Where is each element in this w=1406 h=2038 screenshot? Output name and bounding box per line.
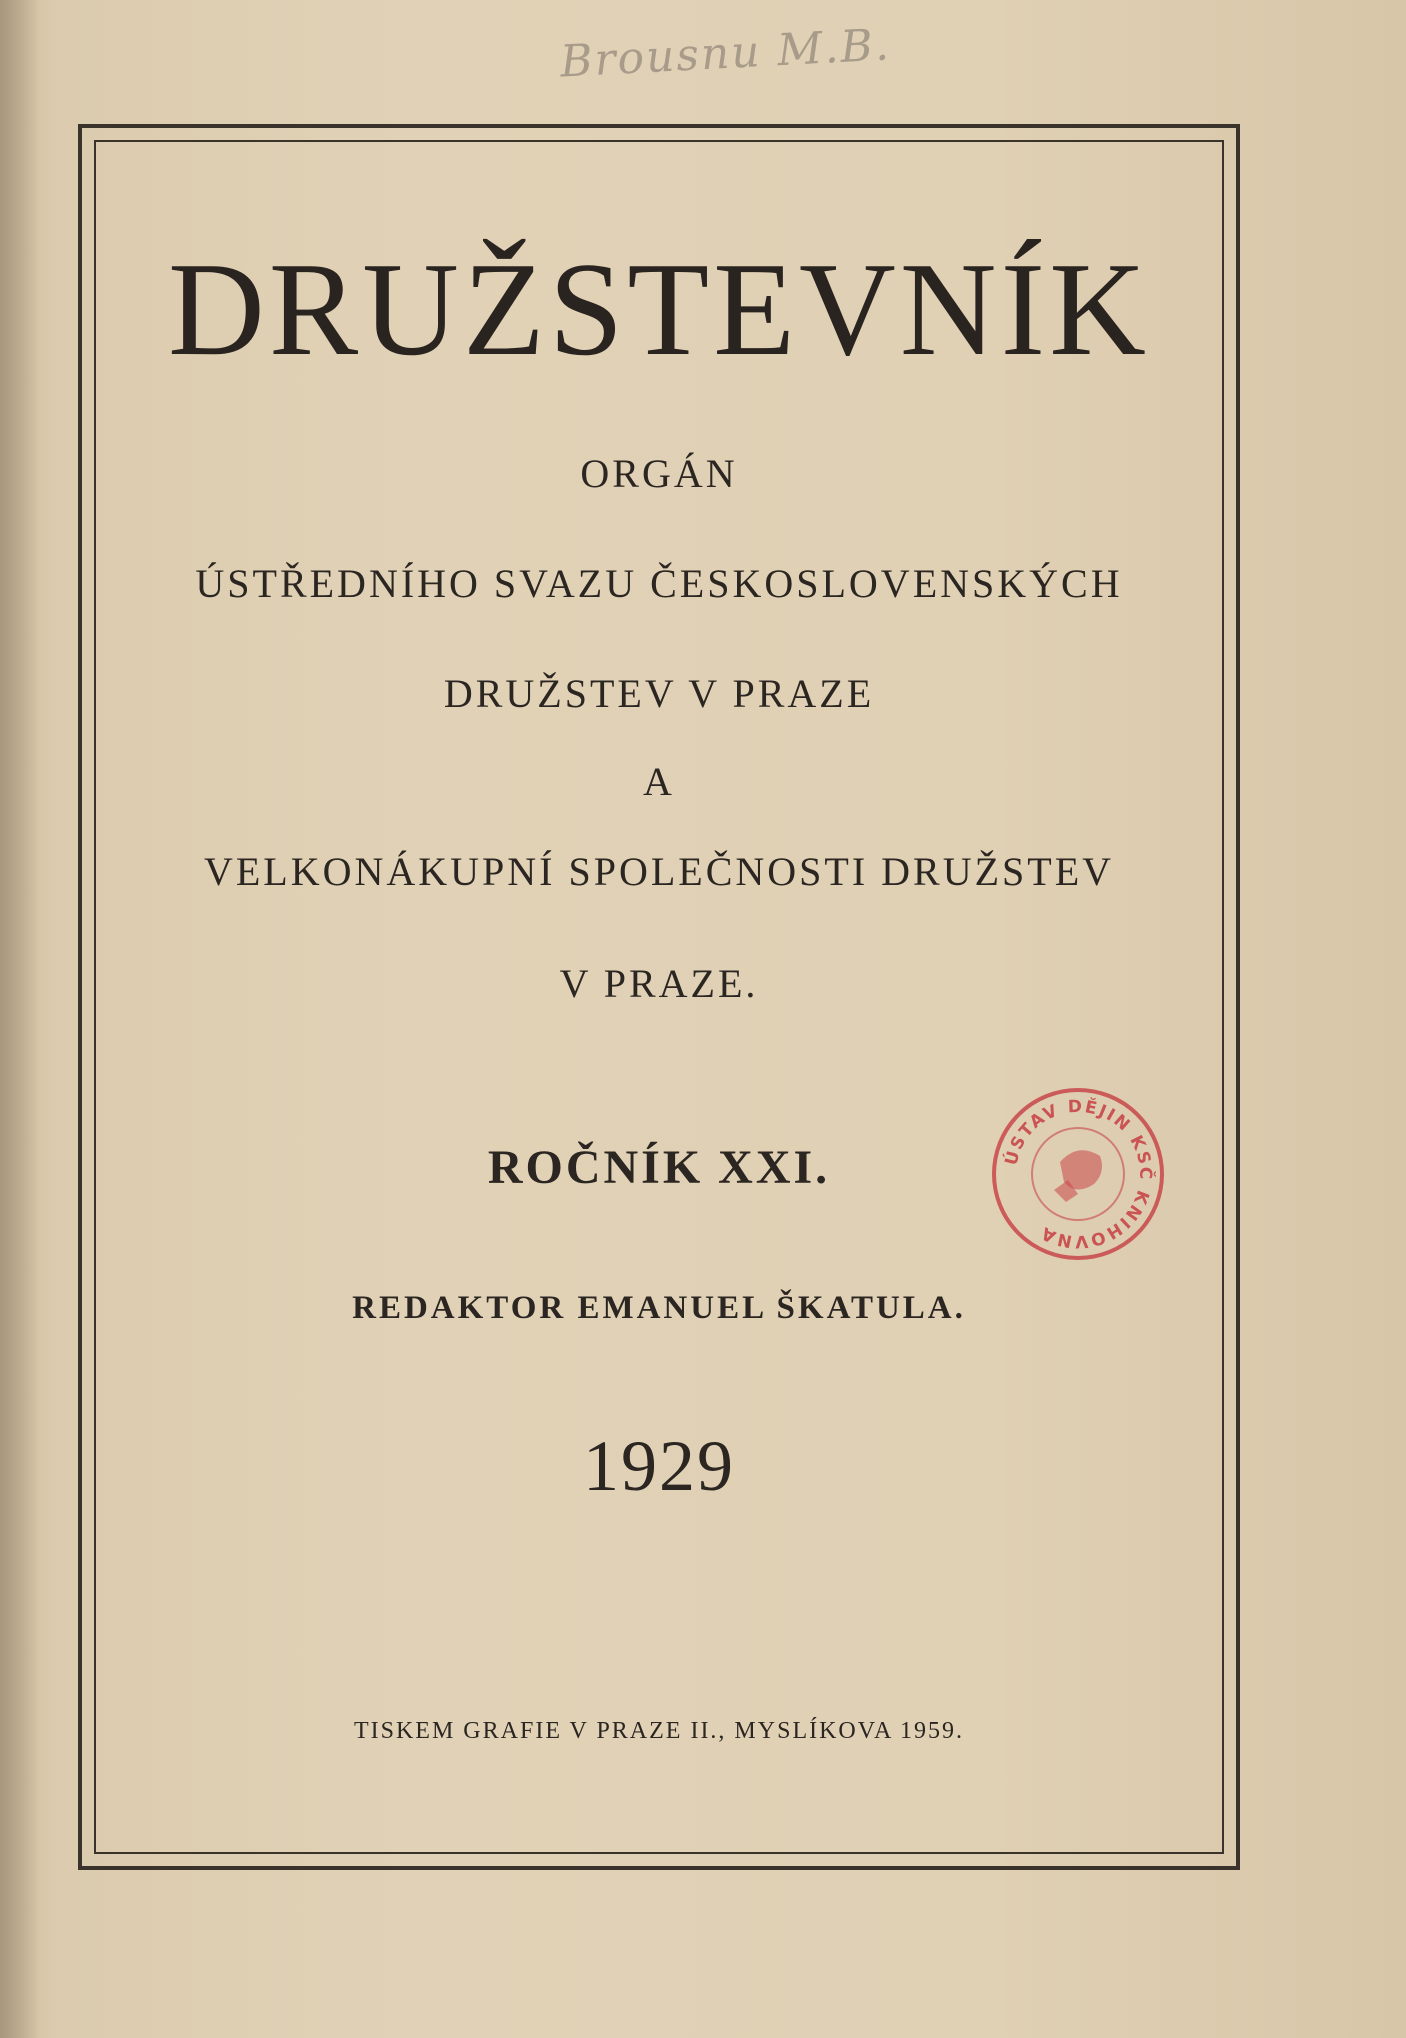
volume-number: ROČNÍK XXI. [487, 1141, 831, 1194]
subtitle-line-1: ORGÁN [580, 451, 738, 496]
handwritten-note: Brousnu M.B. [558, 19, 892, 88]
svg-text:ÚSTAV DĚJIN KSČ KNIHOVNA: ÚSTAV DĚJIN KSČ KNIHOVNA [1001, 1096, 1156, 1252]
subtitle-line-5: VELKONÁKUPNÍ SPOLEČNOSTI DRUŽSTEV [203, 849, 1115, 894]
subtitle-line-2: ÚSTŘEDNÍHO SVAZU ČESKOSLOVENSKÝCH [195, 561, 1123, 606]
publication-year: 1929 [583, 1426, 735, 1506]
editor-line: REDAKTOR EMANUEL ŠKATULA. [352, 1290, 966, 1326]
printer-imprint: TISKEM GRAFIE V PRAZE II., MYSLÍKOVA 1959. [353, 1718, 965, 1744]
binding-shadow [0, 0, 40, 2038]
subtitle-line-4: A [643, 759, 675, 804]
subtitle-line-3: DRUŽSTEV V PRAZE [443, 671, 875, 716]
library-stamp-icon [990, 1086, 1166, 1262]
journal-title: DRUŽSTEVNÍK [168, 235, 1150, 383]
subtitle-line-6: V PRAZE. [559, 961, 759, 1006]
